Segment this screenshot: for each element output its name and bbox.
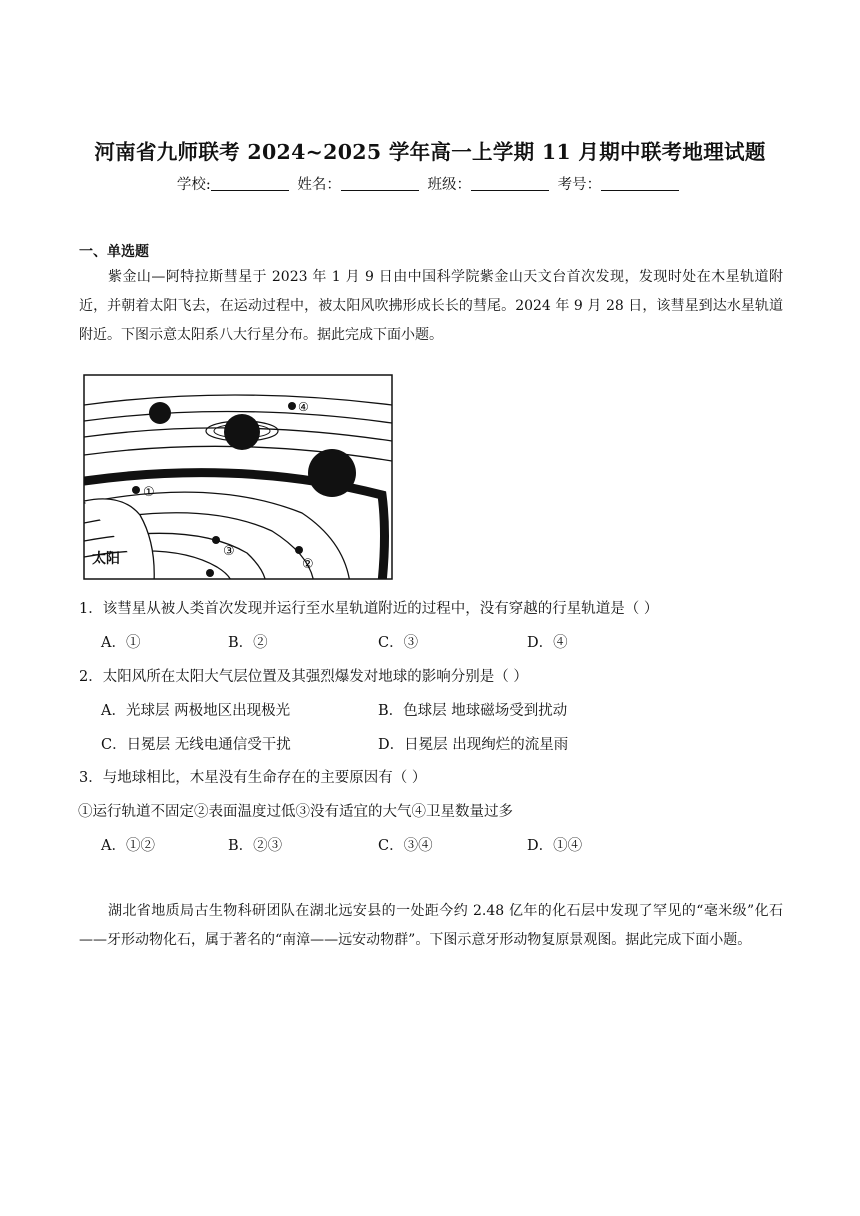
passage-comet: 紫金山—阿特拉斯彗星于 2023 年 1 月 9 日由中国科学院紫金山天文台首次发现，发现时处在木星轨道附近，并朝着太阳飞去，在运动过程中，被太阳风吹拂形成长长的彗尾。2024 年 9 月 28 日，该彗星到达水星轨道附近。下图示意太阳系八大行星分布。据此完成下面小题。 xyxy=(79,269,783,343)
school-label: 学校: xyxy=(176,177,211,193)
passage-fossil: 湖北省地质局古生物科研团队在湖北远安县的一处距今约 2.48 亿年的化石层中发现了罕见的“毫米级”化石——牙形动物化石，属于著名的“南漳——远安动物群”。下图示意牙形动物复原景观图。据此完成下面小题。 xyxy=(79,903,783,948)
marker-4: ④ xyxy=(298,400,309,414)
q3-option-d[interactable]: D．①④ xyxy=(527,838,583,854)
solar-system-figure xyxy=(82,373,394,581)
exam-no-label: 考号： xyxy=(557,177,602,193)
orbit-outer-1 xyxy=(84,395,392,405)
marker-2: ② xyxy=(302,557,314,572)
q1-option-b[interactable]: B．② xyxy=(228,635,268,651)
school-blank[interactable] xyxy=(211,176,289,191)
marker-3: ③ xyxy=(223,544,235,559)
planet-innermost xyxy=(206,569,214,577)
q2-option-d[interactable]: D．日冕层 出现绚烂的流星雨 xyxy=(378,737,569,753)
q2-option-a[interactable]: A．光球层 两极地区出现极光 xyxy=(101,703,291,719)
q1-option-a[interactable]: A．① xyxy=(101,635,141,651)
planet-1 xyxy=(132,486,140,494)
q3-option-b[interactable]: B．②③ xyxy=(228,838,283,854)
q3-option-c[interactable]: C．③④ xyxy=(378,838,433,854)
exam-no-blank[interactable] xyxy=(601,176,679,191)
question-2-stem: 2．太阳风所在太阳大气层位置及其强烈爆发对地球的影响分别是（ ） xyxy=(79,669,528,685)
paper-title: 河南省九师联考 2024~2025 学年高一上学期 11 月期中联考地理试题 xyxy=(94,140,766,164)
q1-option-d[interactable]: D．④ xyxy=(527,635,568,651)
planet-2 xyxy=(295,546,303,554)
planet-4 xyxy=(288,402,296,410)
planet-saturn xyxy=(224,414,260,450)
sun-label: 太阳 xyxy=(92,551,120,567)
planet-jupiter xyxy=(308,449,356,497)
q2-option-b[interactable]: B．色球层 地球磁场受到扰动 xyxy=(378,703,568,719)
class-blank[interactable] xyxy=(471,176,549,191)
name-blank[interactable] xyxy=(341,176,419,191)
q1-option-c[interactable]: C．③ xyxy=(378,635,419,651)
section-heading: 一、单选题 xyxy=(79,244,149,260)
planet-3 xyxy=(212,536,220,544)
class-label: 班级： xyxy=(427,177,471,193)
question-1-stem: 1．该彗星从被人类首次发现并运行至水星轨道附近的过程中，没有穿越的行星轨道是（ ） xyxy=(79,601,659,617)
student-info-line xyxy=(0,173,860,194)
q2-option-c[interactable]: C．日冕层 无线电通信受干扰 xyxy=(101,737,291,753)
marker-1: ① xyxy=(143,485,155,500)
sun-outline xyxy=(84,499,154,581)
question-3-stem: 3．与地球相比，木星没有生命存在的主要原因有（ ） xyxy=(79,770,427,786)
q3-option-a[interactable]: A．①② xyxy=(101,838,155,854)
name-label: 姓名： xyxy=(297,177,341,193)
planet-large-top xyxy=(149,402,171,424)
q3-statements: ①运行轨道不固定②表面温度过低③没有适宜的大气④卫星数量过多 xyxy=(78,804,513,820)
